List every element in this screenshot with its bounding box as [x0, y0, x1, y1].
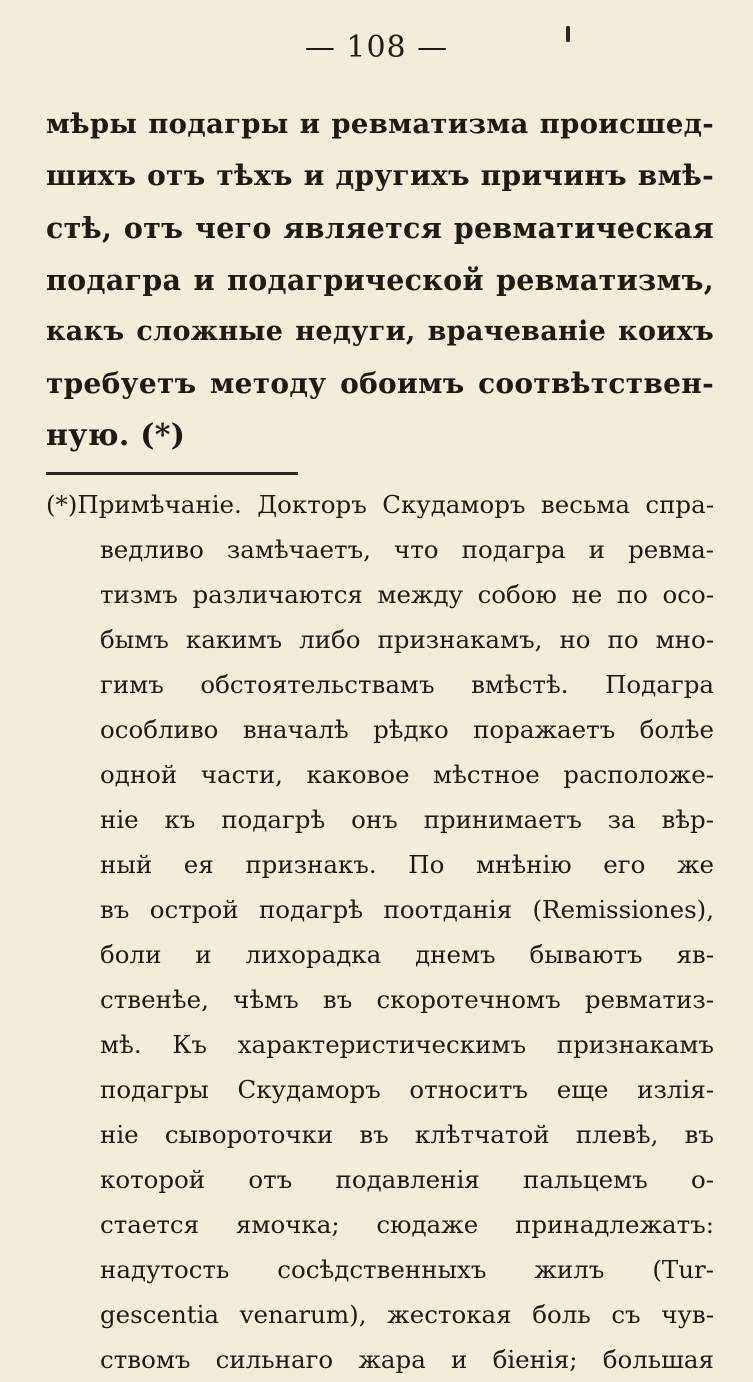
footnote-line: тизмъ различаются между собою не по осо-	[100, 580, 714, 609]
main-text-line: ную. (*)	[46, 418, 186, 453]
footnote-line: стается ямочка; сюдаже принадлежатъ:	[100, 1210, 714, 1239]
main-text-line: мѣры подагры и ревматизма происшед-	[46, 108, 714, 140]
footnote-line: нie сывороточки въ клѣтчатой плевѣ, въ	[100, 1120, 714, 1149]
main-text-line: какъ сложные недуги, врачеванie коихъ	[46, 316, 714, 347]
footnote-line: въ острой подагрѣ поотданiя (Remissiones),	[100, 895, 714, 924]
footnote-line: одной части, каковое мѣстное расположе-	[100, 760, 714, 789]
footnote-line: ведливо замѣчаетъ, что подагра и ревма-	[100, 535, 714, 564]
footnote-line: ствомъ сильнаго жара и бiенiя; большая	[100, 1345, 714, 1374]
main-text-line: стѣ, отъ чего является ревматическая	[46, 211, 714, 245]
main-text-line: подагра и подагрической ревматизмъ,	[46, 263, 714, 297]
page-number: — 108 —	[304, 30, 449, 65]
footnote-block	[46, 482, 714, 1382]
ink-mark	[566, 26, 570, 42]
footnote-line: боли и лихорадка днемъ бываютъ яв-	[100, 940, 714, 969]
footnote-line: gescentia venarum), жестокая боль съ чув-	[100, 1300, 714, 1329]
footnote-line: ственѣе, чѣмъ въ скоротечномъ ревматиз-	[100, 985, 714, 1014]
footnote-line: которой отъ подавленiя пальцемъ о-	[100, 1165, 714, 1194]
main-text-line: шихъ отъ тѣхъ и другихъ причинъ вмѣ-	[46, 159, 714, 192]
main-text-block	[46, 98, 714, 462]
footnote-separator-rule	[46, 472, 298, 475]
footnote-line: бымъ какимъ либо признакамъ, но по мно-	[100, 625, 714, 654]
footnote-line: ный ея признакъ. По мнѣнiю его же	[100, 850, 714, 879]
main-text-line: требуетъ методу обоимъ соотвѣтствен-	[46, 367, 714, 400]
footnote-line: особливо вначалѣ рѣдко поражаетъ болѣе	[100, 715, 714, 744]
footnote-line: надутость сосѣдственныхъ жилъ (Tur-	[100, 1255, 714, 1284]
footnote-line: нie къ подагрѣ онъ принимаетъ за вѣр-	[100, 805, 714, 834]
footnote-line: гимъ обстоятельствамъ вмѣстѣ. Подагра	[100, 670, 714, 699]
footnote-line: (*)Примѣчанie. Докторъ Скудаморъ весьма спра-	[46, 490, 714, 519]
footnote-line: мѣ. Къ характеристическимъ признакамъ	[100, 1030, 714, 1059]
footnote-line: подагры Скудаморъ относитъ еще излiя-	[100, 1075, 714, 1104]
